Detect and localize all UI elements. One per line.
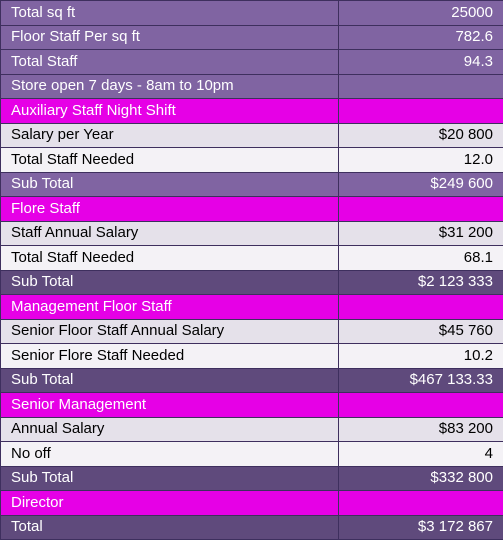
cell-value[interactable]: $20 800 (339, 123, 503, 148)
cell-label[interactable]: Total Staff Needed (1, 246, 339, 271)
cell-label[interactable]: No off (1, 442, 339, 467)
cell-label[interactable]: Senior Floor Staff Annual Salary (1, 319, 339, 344)
cell-label[interactable]: Sub Total (1, 270, 339, 295)
row-total-staff-needed (1, 148, 503, 173)
section-label[interactable]: Director (1, 491, 339, 516)
row-salary-per-year (1, 123, 503, 148)
section-label[interactable]: Flore Staff (1, 197, 339, 222)
section-label[interactable]: Senior Management (1, 393, 339, 418)
cell-value[interactable]: 94.3 (339, 50, 503, 75)
cell-label[interactable]: Total (1, 515, 339, 540)
cell-label[interactable]: Total sq ft (1, 1, 339, 26)
cell-label[interactable]: Annual Salary (1, 417, 339, 442)
row-sub-total (1, 368, 503, 393)
section-label[interactable]: Management Floor Staff (1, 295, 339, 320)
cell-value[interactable]: 12.0 (339, 148, 503, 173)
row-grand-total (1, 515, 503, 540)
cell-value[interactable]: 68.1 (339, 246, 503, 271)
cell-value[interactable] (339, 74, 503, 99)
row-floor-staff-per-sq-ft (1, 25, 503, 50)
cell-label[interactable]: Total Staff Needed (1, 148, 339, 173)
row-total-staff (1, 50, 503, 75)
cell-value[interactable]: $45 760 (339, 319, 503, 344)
cell-value[interactable]: 10.2 (339, 344, 503, 369)
cell-value[interactable]: $3 172 867 (339, 515, 503, 540)
cell-value[interactable] (339, 393, 503, 418)
cell-value[interactable]: $83 200 (339, 417, 503, 442)
cell-value[interactable] (339, 295, 503, 320)
row-store-open (1, 74, 503, 99)
cell-label[interactable]: Senior Flore Staff Needed (1, 344, 339, 369)
cell-label[interactable]: Total Staff (1, 50, 339, 75)
row-annual-salary (1, 417, 503, 442)
section-label[interactable]: Auxiliary Staff Night Shift (1, 99, 339, 124)
cell-value[interactable]: $31 200 (339, 221, 503, 246)
cell-label[interactable]: Sub Total (1, 172, 339, 197)
row-total-sq-ft (1, 1, 503, 26)
section-director (1, 491, 503, 516)
cell-value[interactable]: $332 800 (339, 466, 503, 491)
cell-value[interactable] (339, 491, 503, 516)
row-staff-annual-salary (1, 221, 503, 246)
cell-label[interactable]: Sub Total (1, 466, 339, 491)
cell-label[interactable]: Sub Total (1, 368, 339, 393)
cell-label[interactable]: Salary per Year (1, 123, 339, 148)
cell-value[interactable]: 782.6 (339, 25, 503, 50)
cell-label[interactable]: Staff Annual Salary (1, 221, 339, 246)
cell-value[interactable]: $467 133.33 (339, 368, 503, 393)
section-flore-staff (1, 197, 503, 222)
cell-value[interactable]: $249 600 (339, 172, 503, 197)
section-management-floor-staff (1, 295, 503, 320)
cell-value[interactable] (339, 197, 503, 222)
row-sub-total (1, 270, 503, 295)
row-senior-flore-staff-needed (1, 344, 503, 369)
cell-label[interactable]: Floor Staff Per sq ft (1, 25, 339, 50)
section-senior-management (1, 393, 503, 418)
row-senior-floor-staff-salary (1, 319, 503, 344)
cell-value[interactable] (339, 99, 503, 124)
section-auxiliary-staff (1, 99, 503, 124)
row-sub-total (1, 466, 503, 491)
row-total-staff-needed (1, 246, 503, 271)
cell-value[interactable]: 25000 (339, 1, 503, 26)
cell-value[interactable]: 4 (339, 442, 503, 467)
row-sub-total (1, 172, 503, 197)
cell-value[interactable]: $2 123 333 (339, 270, 503, 295)
row-no-off (1, 442, 503, 467)
cell-label[interactable]: Store open 7 days - 8am to 10pm (1, 74, 339, 99)
